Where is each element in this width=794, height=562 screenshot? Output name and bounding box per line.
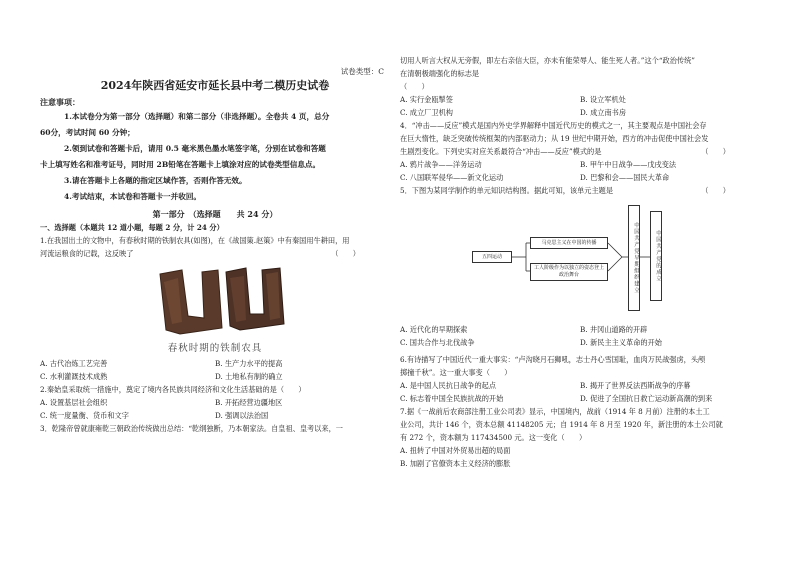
question-5 [400, 184, 760, 349]
q2-option-c: C. 统一度量衡、货币和文字 [40, 411, 129, 420]
q7-option-a: A. 扭转了中国对外贸易出超的局面 [400, 446, 511, 455]
question-7 [400, 405, 760, 470]
question-6 [400, 353, 760, 405]
q3-option-a: A. 实行金瓯掣签 [400, 95, 453, 104]
notice-line: 60分，考试时间 60 分钟； [40, 128, 135, 137]
q6-option-d: D. 促进了全国抗日救亡运动新高潮的到来 [580, 394, 713, 403]
q3-option-c: C. 成立厂卫机构 [400, 108, 453, 117]
left-column [40, 64, 390, 435]
right-column [400, 54, 760, 470]
q5-option-b: B. 井冈山道路的开辟 [580, 325, 648, 334]
diagram-node-workers: 工人阶级作为以独立的姿态登上政治舞台 [530, 263, 608, 281]
section-heading: 一、选择题（本题共 12 道小题，每题 2 分，计 24 分） [40, 223, 224, 232]
part1-heading: 第一部分 （选择题 共 24 分） [152, 209, 278, 219]
diagram-node-marxism: 马克思主义在中国的传播 [530, 237, 608, 249]
page-title: 2024年陕西省延安市延长县中考二模历史试卷 [100, 79, 330, 92]
image-caption: 春秋时期的铁制农具 [167, 343, 263, 354]
question-3-cont [400, 54, 760, 119]
q4-stem-cont: 在巨大惰性，缺乏突破传统框架的内部驱动力；从 19 世纪中期开始，西方的冲击促使中国社会发 [400, 134, 709, 143]
question-1 [40, 234, 390, 383]
q4-option-d: D. 巴黎和会——国民大革命 [580, 173, 670, 182]
q6-option-a: A. 是中国人民抗日战争的起点 [400, 381, 497, 390]
q1-option-c: C. 水利灌溉技术成熟 [40, 372, 108, 381]
q4-option-a: A. 鸦片战争——洋务运动 [400, 160, 482, 169]
q6-option-c: C. 标志着中国全民族抗战的开始 [400, 394, 504, 403]
q4-answer-paren: （ ） [701, 147, 730, 156]
q3-stem: 3．乾隆帝曾就康雍乾三朝政治传统做出总结：“乾纲独断，乃本朝家法。自皇祖、皇考以来，一 [40, 424, 343, 433]
q1-option-b: B. 生产力水平的提高 [215, 359, 283, 368]
q2-option-d: D. 强调以法治国 [215, 411, 269, 420]
q3-answer-paren: （ ） [400, 82, 429, 91]
knowledge-structure-diagram [400, 201, 760, 319]
notice-list [40, 109, 390, 205]
q5-answer-paren: （ ） [701, 186, 730, 195]
q1-stem: 1.在我国出土的文物中，有春秋时期的铁制农具(如图)，在《战国策.赵策》中有秦国用牛耕田，用 [40, 236, 350, 245]
exam-type-label: 试卷类型：C [340, 67, 384, 76]
q7-stem: 7.据《一战前后农商部注册工业公司表》显示，中国境内，战前（1914 年 8 月前）注册的本土工 [400, 407, 710, 416]
q5-option-c: C. 国共合作与北伐战争 [400, 338, 475, 347]
notice-line: 卡上填写姓名和准考证号，同时用 2B铅笔在答题卡上填涂对应的试卷类型信息点。 [40, 160, 321, 169]
q7-stem-cont2: 有 272 个，资本额为 117434500 元。这一变化（ ） [400, 433, 587, 442]
q2-option-a: A. 设置基层社会组织 [40, 398, 108, 407]
q7-option-b: B. 加剧了官僚资本主义经济的膨胀 [400, 459, 511, 468]
q3-option-b: B. 设立军机处 [580, 95, 626, 104]
q4-stem: 4．“冲击——反应”模式是国内外史学界解释中国近代历史的模式之一，其主要观点是中国社会存 [400, 121, 707, 130]
question-3-start [40, 422, 390, 435]
q7-stem-cont: 业公司，共计 146 个，资本总额 41148205 元；自 1914 年 8 月至 1920 年，新注册的本土公司就 [400, 420, 723, 429]
diagram-node-early-org: 中国共产党早期组织建立 [628, 205, 640, 311]
q3-stem-cont2: 在清朝极端强化的标志是 [400, 69, 480, 78]
question-4 [400, 119, 760, 184]
q4-option-b: B. 甲午中日战争——戊戌变法 [580, 160, 677, 169]
iron-tools-image [152, 264, 292, 342]
q2-option-b: B. 开拓经营边疆地区 [215, 398, 283, 407]
notice-heading: 注意事项： [40, 97, 80, 107]
q1-stem-cont: 河流运粮食的记载，这反映了 [40, 249, 134, 258]
diagram-node-may4: 五四运动 [472, 251, 512, 263]
notice-line: 3.请在答题卡上各题的指定区域作答，否则作答无效。 [64, 176, 247, 185]
diagram-connectors [400, 201, 760, 319]
q5-option-d: D. 新民主主义革命的开始 [580, 338, 662, 347]
q5-stem: 5．下图为某同学制作的单元知识结构图。据此可知，该单元主题是 [400, 186, 614, 195]
q1-answer-paren: （ ） [331, 249, 360, 258]
q4-stem-cont2: 生剧烈变化。下列史实对应关系最符合“冲击——反应”模式的是 [400, 147, 602, 156]
q4-option-c: C. 八国联军侵华——新文化运动 [400, 173, 504, 182]
notice-line: 4.考试结束，本试卷和答题卡一并收回。 [64, 192, 202, 201]
q2-stem: 2.秦始皇采取统一措施中，奠定了境内各民族共同经济和文化生活基础的是（ ） [40, 385, 306, 394]
q1-option-d: D. 土地私有制的确立 [215, 372, 283, 381]
diagram-node-founding: 中国共产党的成立 [650, 211, 662, 301]
notice-line: 2.领到试卷和答题卡后，请用 0.5 毫米黑色墨水笔签字笔，分别在试卷和答题 [64, 144, 326, 153]
q5-option-a: A. 近代化的早期探索 [400, 325, 468, 334]
q6-stem: 6.有诗描写了中国近代一重大事实：“卢沟晓月石狮吼，志士丹心雪国耻，血肉万民战强虏，头颅 [400, 355, 706, 364]
q1-option-a: A. 古代冶炼工艺完善 [40, 359, 108, 368]
notice-line: 1.本试卷分为第一部分（选择题）和第二部分（非选择题）。全卷共 4 页，总分 [64, 112, 330, 121]
q6-stem-cont: 掷撞千秋”。这一重大事变（ ） [400, 368, 512, 377]
q3-stem-cont: 切用人听言大权从无旁假，即左右亲信大臣，亦未有能荣辱人、能生死人者。”这个“政治传统” [400, 56, 695, 65]
q6-option-b: B. 揭开了世界反法西斯战争的序幕 [580, 381, 691, 390]
q3-option-d: D. 成立南书房 [580, 108, 627, 117]
question-2 [40, 383, 390, 422]
